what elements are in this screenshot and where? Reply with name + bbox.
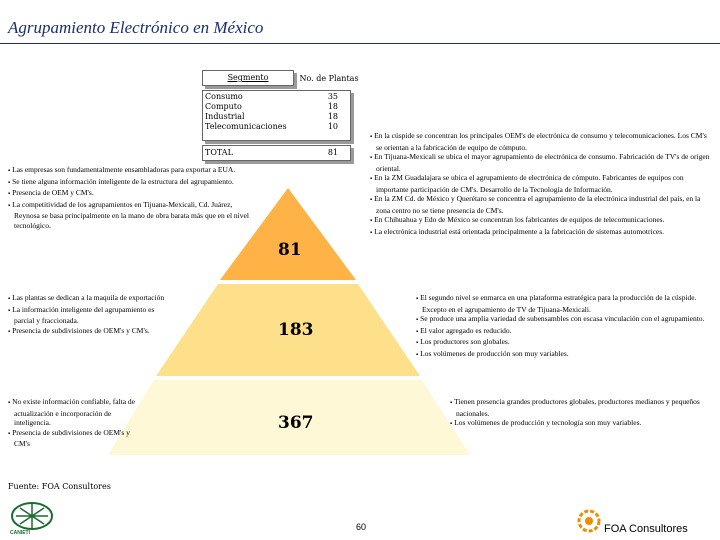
- list-item: ▪ Las empresas son fundamentalmente ensambladoras para exportar a EUA.: [8, 165, 253, 177]
- total-row: TOTAL 81: [202, 145, 351, 161]
- list-item: ▪ En la cúspide se concentran los principales OEM's de electrónica de consumo y telecomunicaciones. Los CM's se orientan a la fabricación de equipo de cómputo.: [370, 131, 710, 152]
- list-item: ▪ Los productores son globales.: [416, 337, 712, 349]
- page-number: 60: [356, 522, 367, 532]
- footer-brand: FOA Consultores: [604, 523, 688, 535]
- list-item: ▪ Presencia de subdivisiones de OEM's y CM's.: [8, 326, 173, 338]
- level3-count: 367: [278, 413, 314, 433]
- foa-logo-icon: [576, 506, 602, 536]
- segment-header: Segmento: [202, 70, 294, 86]
- list-item: ▪ No existe información confiable, falta de actualización e incorporación de inteligencia.: [8, 397, 138, 428]
- table-row: Industrial 18: [205, 112, 338, 121]
- level1-left-bullets: [8, 165, 253, 230]
- list-item: ▪ Presencia de subdivisiones de OEM's y CM's: [8, 428, 138, 449]
- level2-right-bullets: [416, 293, 712, 360]
- level1-right-bullets: [370, 131, 710, 238]
- segment-table: [202, 90, 351, 141]
- list-item: ▪ Las plantas se dedican a la maquila de exportación: [8, 293, 173, 305]
- canieti-logo-icon: [10, 500, 54, 530]
- level3-left-bullets: [8, 397, 138, 449]
- list-item: ▪ En Chihuahua y Edo de México se concentran los fabricantes de equipos de telecomunicaciones.: [370, 215, 710, 227]
- table-row: Telecomunicaciones 10: [205, 122, 338, 131]
- list-item: ▪ El valor agregado es reducido.: [416, 326, 712, 338]
- level1-count: 81: [278, 240, 302, 260]
- list-item: ▪ Los volúmenes de producción son muy variables.: [416, 349, 712, 361]
- list-item: ▪ La electrónica industrial está orientada principalmente a la fabricación de sistemas automotrices.: [370, 227, 710, 239]
- table-row: Computo 18: [205, 102, 338, 111]
- list-item: ▪ Se produce una amplia variedad de subensambles con escasa vinculación con el agrupamiento.: [416, 314, 712, 326]
- list-item: ▪ La competitividad de los agrupamientos en Tijuana-Mexicali, Cd. Juárez, Reynosa se basa principalmente en la mano de obra barata más que en el nivel tecnológico.: [8, 200, 253, 231]
- canieti-logo-text: CANIETI: [10, 530, 30, 536]
- page-title: Agrupamiento Electrónico en México: [8, 18, 264, 37]
- list-item: ▪ En la ZM Guadalajara se ubica el agrupamiento de electrónica de cómputo. Fabricantes de equipos con importante participación de CM's. Desarrollo de la Tecnología de Información.: [370, 173, 710, 194]
- table-row: Consumo 35: [205, 92, 338, 101]
- level2-left-bullets: [8, 293, 173, 337]
- level2-count: 183: [278, 320, 314, 340]
- level3-right-bullets: [450, 397, 712, 430]
- list-item: ▪ Presencia de OEM y CM's.: [8, 188, 253, 200]
- list-item: ▪ En Tijuana-Mexicali se ubica el mayor agrupamiento de electrónica de consumo. Fabricación de TV's de origen oriental.: [370, 152, 710, 173]
- plants-header: No. de Plantas: [299, 74, 359, 83]
- list-item: ▪ Los volúmenes de producción y tecnología son muy variables.: [450, 418, 712, 430]
- list-item: ▪ En la ZM Cd. de México y Querétaro se concentra el agrupamiento de la electrónica industrial del país, en la zona centro no se tiene presencia de CM's.: [370, 194, 710, 215]
- list-item: ▪ La información inteligente del agrupamiento es parcial y fraccionada.: [8, 305, 173, 326]
- list-item: ▪ Se tiene alguna información inteligente de la estructura del agrupamiento.: [8, 177, 253, 189]
- list-item: ▪ El segundo nivel se enmarca en una plataforma estratégica para la producción de la cúspide. Excepto en el agrupamiento de TV de Tijuana-Mexicali.: [416, 293, 712, 314]
- list-item: ▪ Tienen presencia grandes productores globales, productores medianos y pequeños nacionales.: [450, 397, 712, 418]
- source-note: Fuente: FOA Consultores: [8, 482, 111, 491]
